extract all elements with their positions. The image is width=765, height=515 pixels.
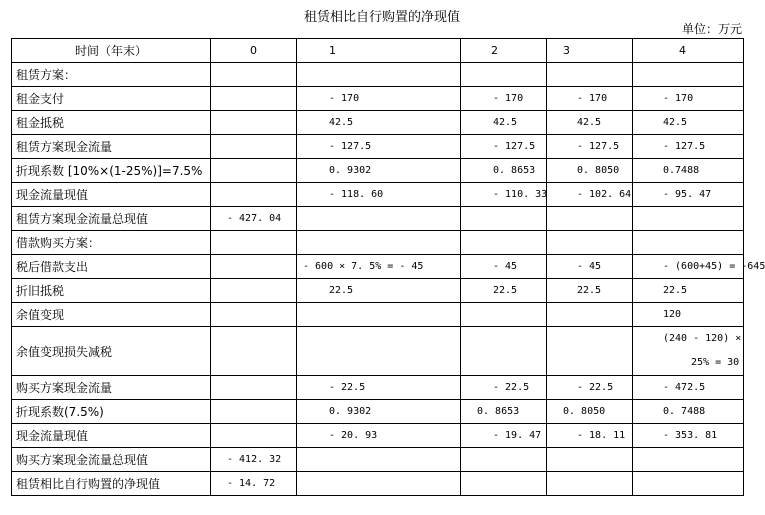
cell: - 170 bbox=[461, 87, 547, 111]
table-row bbox=[12, 111, 744, 135]
cell bbox=[633, 63, 744, 87]
cell bbox=[547, 207, 633, 231]
header-row bbox=[12, 39, 744, 63]
cell bbox=[211, 279, 297, 303]
cell: - 118. 60 bbox=[297, 183, 461, 207]
row-label: 余值变现 bbox=[12, 303, 211, 327]
table-row bbox=[12, 207, 744, 231]
table-row bbox=[12, 376, 744, 400]
cell: - 102. 64 bbox=[547, 183, 633, 207]
cell: 0. 8050 bbox=[547, 159, 633, 183]
cell bbox=[211, 183, 297, 207]
cell bbox=[461, 448, 547, 472]
header-time: 时间（年末） bbox=[12, 39, 211, 63]
cell: 0. 9302 bbox=[297, 400, 461, 424]
cell: - 20. 93 bbox=[297, 424, 461, 448]
cell: - 95. 47 bbox=[633, 183, 744, 207]
cell bbox=[211, 111, 297, 135]
cell: 42.5 bbox=[633, 111, 744, 135]
cell bbox=[211, 135, 297, 159]
row-label: 折现系数 [10%×(1-25%)]=7.5% bbox=[12, 159, 211, 183]
cell bbox=[547, 472, 633, 496]
row-label: 租赁方案现金流量 bbox=[12, 135, 211, 159]
cell: - 412. 32 bbox=[211, 448, 297, 472]
cell bbox=[297, 63, 461, 87]
cell: - 127.5 bbox=[547, 135, 633, 159]
cell: - 127.5 bbox=[297, 135, 461, 159]
row-label: 购买方案现金流量 bbox=[12, 376, 211, 400]
cell: - 18. 11 bbox=[547, 424, 633, 448]
cell bbox=[461, 303, 547, 327]
cell bbox=[547, 327, 633, 376]
row-label: 购买方案现金流量总现值 bbox=[12, 448, 211, 472]
tax-formula-line-1: (240 - 120) × bbox=[663, 333, 742, 344]
cell bbox=[211, 303, 297, 327]
cell bbox=[633, 231, 744, 255]
row-label: 折现系数(7.5%) bbox=[12, 400, 211, 424]
cell: - 427. 04 bbox=[211, 207, 297, 231]
table-row bbox=[12, 424, 744, 448]
cell: - 170 bbox=[297, 87, 461, 111]
cell bbox=[461, 327, 547, 376]
cell bbox=[547, 63, 633, 87]
cell bbox=[547, 448, 633, 472]
cell bbox=[297, 303, 461, 327]
cell: - 22.5 bbox=[547, 376, 633, 400]
row-label: 租赁方案现金流量总现值 bbox=[12, 207, 211, 231]
cell bbox=[211, 63, 297, 87]
cell: 42.5 bbox=[547, 111, 633, 135]
cell bbox=[633, 207, 744, 231]
header-year-2: 2 bbox=[461, 39, 547, 63]
header-year-3: 3 bbox=[547, 39, 633, 63]
cell: - 19. 47 bbox=[461, 424, 547, 448]
cell bbox=[211, 376, 297, 400]
table-row bbox=[12, 279, 744, 303]
table-row bbox=[12, 135, 744, 159]
header-year-4: 4 bbox=[633, 39, 744, 63]
table-row bbox=[12, 231, 744, 255]
cell: 22.5 bbox=[297, 279, 461, 303]
row-label: 租金抵税 bbox=[12, 111, 211, 135]
row-label: 租金支付 bbox=[12, 87, 211, 111]
cell bbox=[633, 327, 744, 376]
tax-formula-line-2: 25% = 30 bbox=[691, 357, 740, 368]
table-row bbox=[12, 400, 744, 424]
table-row bbox=[12, 183, 744, 207]
table-row bbox=[12, 159, 744, 183]
row-label: 现金流量现值 bbox=[12, 424, 211, 448]
cell: - 353. 81 bbox=[633, 424, 744, 448]
cell: 42.5 bbox=[461, 111, 547, 135]
cell: - 127.5 bbox=[633, 135, 744, 159]
cell bbox=[211, 159, 297, 183]
cell: 0. 9302 bbox=[297, 159, 461, 183]
cell bbox=[211, 400, 297, 424]
cell bbox=[211, 424, 297, 448]
table-row bbox=[12, 87, 744, 111]
cell: - 110. 33 bbox=[461, 183, 547, 207]
table-row bbox=[12, 472, 744, 496]
cell: 22.5 bbox=[461, 279, 547, 303]
table-row bbox=[12, 448, 744, 472]
cell: 120 bbox=[633, 303, 744, 327]
header-year-0: 0 bbox=[211, 39, 297, 63]
cell: - 472.5 bbox=[633, 376, 744, 400]
cell bbox=[297, 231, 461, 255]
cell bbox=[297, 207, 461, 231]
header-year-1: 1 bbox=[297, 39, 461, 63]
cell bbox=[297, 472, 461, 496]
cell: - 170 bbox=[547, 87, 633, 111]
cell: 0. 8653 bbox=[461, 159, 547, 183]
row-label: 借款购买方案： bbox=[12, 231, 211, 255]
table-row bbox=[12, 255, 744, 279]
cell bbox=[633, 472, 744, 496]
cell: 0. 7488 bbox=[633, 400, 744, 424]
cell: - 22.5 bbox=[297, 376, 461, 400]
table-row bbox=[12, 303, 744, 327]
cell bbox=[547, 231, 633, 255]
cell bbox=[211, 327, 297, 376]
table-row bbox=[12, 327, 744, 376]
cell bbox=[461, 63, 547, 87]
npv-table bbox=[11, 38, 765, 496]
cell: 0. 8653 bbox=[461, 400, 547, 424]
cell bbox=[461, 207, 547, 231]
row-label: 租赁方案： bbox=[12, 63, 211, 87]
cell bbox=[211, 87, 297, 111]
cell: 42.5 bbox=[297, 111, 461, 135]
row-label: 税后借款支出 bbox=[12, 255, 211, 279]
cell bbox=[297, 327, 461, 376]
table-title: 租赁相比自行购置的净现值 bbox=[303, 10, 460, 25]
row-label: 折旧抵税 bbox=[12, 279, 211, 303]
cell bbox=[461, 472, 547, 496]
cell: - (600+45) = -645 bbox=[633, 255, 744, 279]
cell: - 45 bbox=[547, 255, 633, 279]
cell: - 14. 72 bbox=[211, 472, 297, 496]
cell: - 127.5 bbox=[461, 135, 547, 159]
cell: - 600 × 7. 5% = - 45 bbox=[297, 255, 461, 279]
cell: 22.5 bbox=[633, 279, 744, 303]
row-label: 现金流量现值 bbox=[12, 183, 211, 207]
cell bbox=[461, 231, 547, 255]
table-row bbox=[12, 63, 744, 87]
row-label: 余值变现损失减税 bbox=[12, 327, 211, 376]
cell: 22.5 bbox=[547, 279, 633, 303]
cell bbox=[633, 448, 744, 472]
cell bbox=[297, 448, 461, 472]
cell: - 170 bbox=[633, 87, 744, 111]
cell: - 22.5 bbox=[461, 376, 547, 400]
unit-label: 单位：万元 bbox=[681, 22, 742, 36]
cell: - 45 bbox=[461, 255, 547, 279]
cell: 0. 8050 bbox=[547, 400, 633, 424]
cell bbox=[211, 231, 297, 255]
cell: 0.7488 bbox=[633, 159, 744, 183]
cell bbox=[211, 255, 297, 279]
cell bbox=[547, 303, 633, 327]
row-label: 租赁相比自行购置的净现值 bbox=[12, 472, 211, 496]
